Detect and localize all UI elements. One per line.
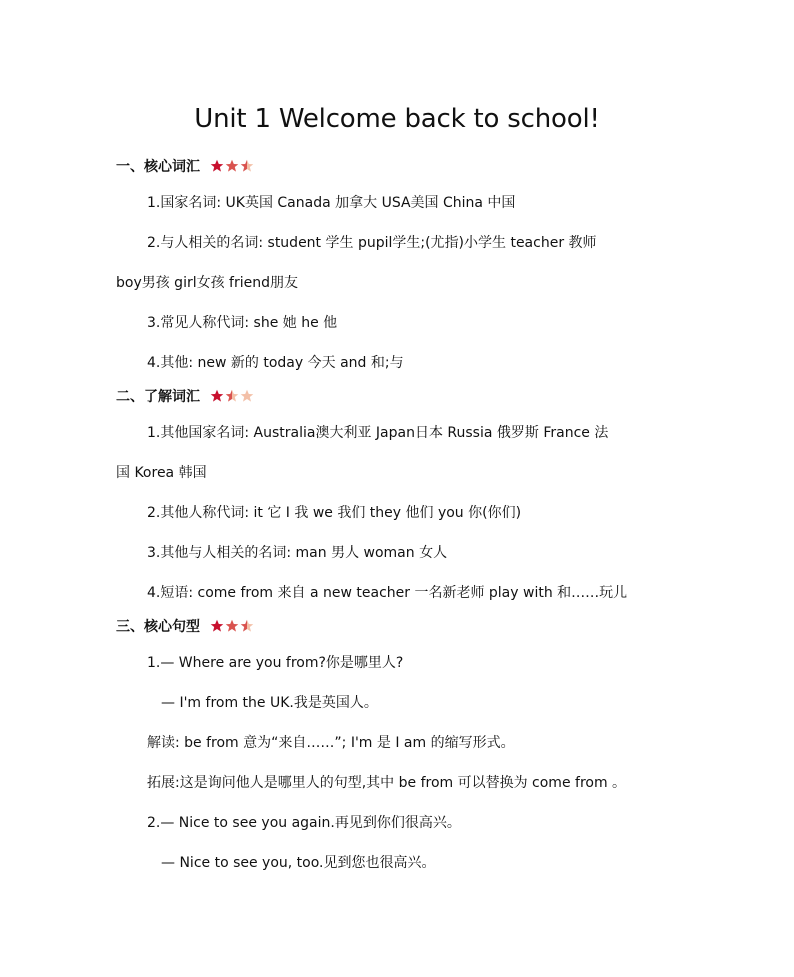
list-item-continuation: boy男孩 girl女孩 friend朋友 <box>116 275 299 291</box>
star-icon-full <box>225 619 239 633</box>
list-item: 4.其他: new 新的 today 今天 and 和;与 <box>147 355 404 371</box>
star-icon-full <box>210 389 224 403</box>
star-icon-half <box>240 159 254 173</box>
star-icon-full <box>225 159 239 173</box>
section-heading-core-sentences <box>116 617 255 639</box>
section-heading-text: 一、核心词汇 <box>116 159 200 175</box>
list-item: 3.常见人称代词: she 她 he 他 <box>147 315 338 331</box>
extension-text: 拓展:这是询问他人是哪里人的句型,其中 be from 可以替换为 come from 。 <box>147 775 627 791</box>
star-icon-half <box>240 619 254 633</box>
rating-stars <box>210 389 255 409</box>
star-icon-empty <box>240 389 254 403</box>
section-heading-know-vocabulary <box>116 387 255 409</box>
dialogue-answer: — Nice to see you, too.见到您也很高兴。 <box>161 855 436 871</box>
dialogue-question: 2.— Nice to see you again.再见到你们很高兴。 <box>147 815 461 831</box>
star-icon-full <box>210 159 224 173</box>
list-item: 1.其他国家名词: Australia澳大利亚 Japan日本 Russia 俄罗斯 France 法 <box>147 425 609 441</box>
dialogue-answer: — I'm from the UK.我是英国人。 <box>161 695 378 711</box>
list-item: 4.短语: come from 来自 a new teacher 一名新老师 play with 和……玩儿 <box>147 585 628 601</box>
list-item: 3.其他与人相关的名词: man 男人 woman 女人 <box>147 545 448 561</box>
dialogue-question: 1.— Where are you from?你是哪里人? <box>147 655 404 671</box>
star-icon-full <box>210 619 224 633</box>
document-title: Unit 1 Welcome back to school! <box>194 104 600 134</box>
star-icon-half <box>225 389 239 403</box>
section-heading-core-vocabulary <box>116 157 255 179</box>
explanation-text: 解读: be from 意为“来自……”; I'm 是 I am 的缩写形式。 <box>147 735 515 751</box>
list-item: 2.其他人称代词: it 它 I 我 we 我们 they 他们 you 你(你们) <box>147 505 522 521</box>
rating-stars <box>210 159 255 179</box>
rating-stars <box>210 619 255 639</box>
list-item: 2.与人相关的名词: student 学生 pupil学生;(尤指)小学生 teacher 教师 <box>147 235 597 251</box>
section-heading-text: 三、核心句型 <box>116 619 200 635</box>
list-item: 1.国家名词: UK英国 Canada 加拿大 USA美国 China 中国 <box>147 195 516 211</box>
list-item-continuation: 国 Korea 韩国 <box>116 465 207 481</box>
section-heading-text: 二、了解词汇 <box>116 389 200 405</box>
